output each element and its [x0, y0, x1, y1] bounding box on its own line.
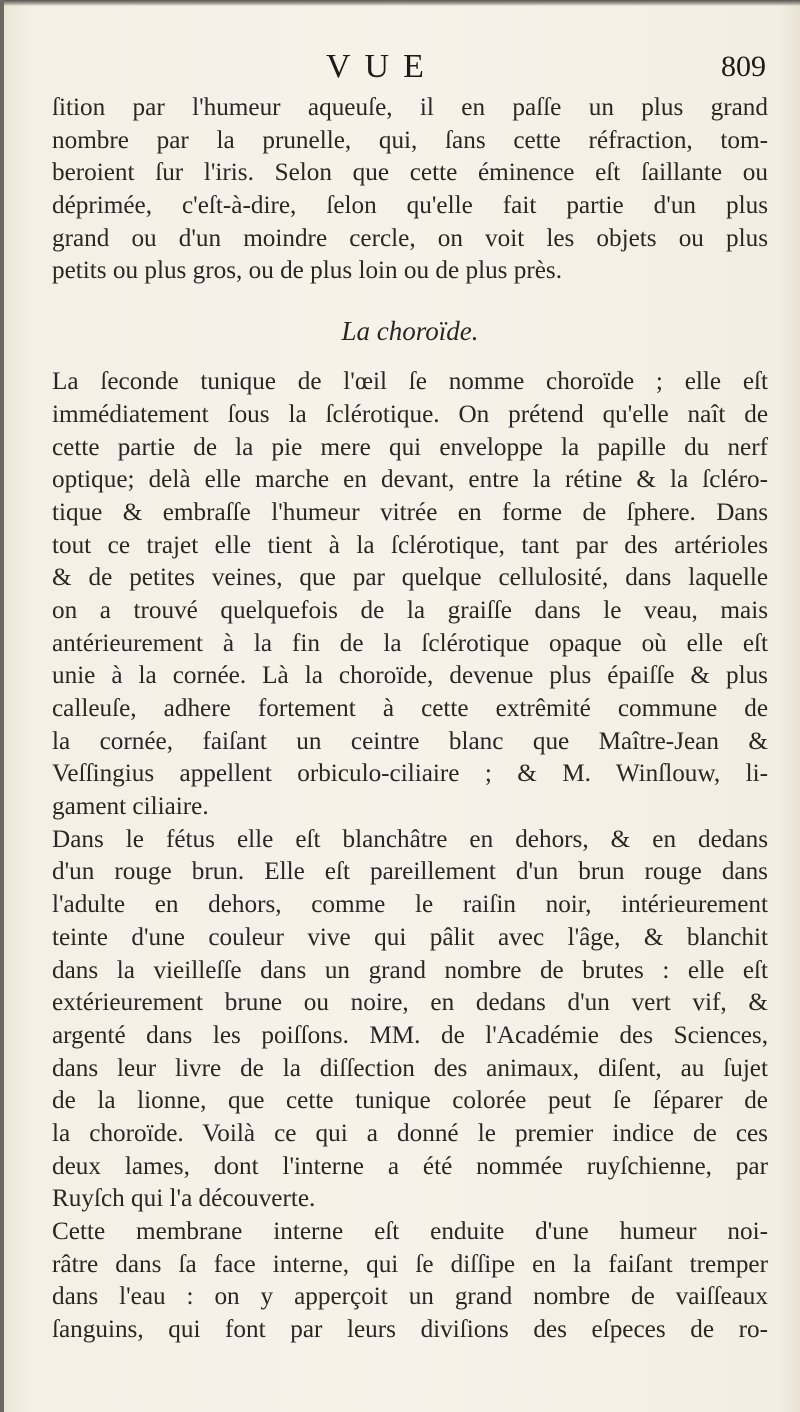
text-line: petits ou plus gros, ou de plus loin ou de plus près. [52, 257, 563, 285]
text-line: l'adulte en dehors, comme le raiſin noir, intérieurement [52, 891, 768, 919]
text-line: Dans le fétus elle eſt blanchâtre en dehors, & en dedans [52, 825, 768, 853]
text-line: on a trouvé quelquefois de la graiſſe dans le veau, mais [52, 596, 768, 624]
text-line: antérieurement à la fin de la ſclérotique opaque où elle eſt [52, 629, 768, 657]
text-line: ſanguins, qui font par leurs diviſions des eſpeces de ro- [52, 1316, 768, 1344]
text-line: la cornée, faiſant un ceintre blanc que Maître-Jean & [52, 727, 768, 755]
text-line: calleuſe, adhere fortement à cette extrêmité commune de [52, 695, 768, 722]
text-line: deux lames, dont l'interne a été nommée ruyſchienne, par [52, 1152, 768, 1180]
text-line: dans leur livre de la diſſection des animaux, diſent, au ſujet [52, 1054, 768, 1082]
text-line: Veſſingius appellent orbiculo-ciliaire ; & M. Winſlouw, li- [52, 760, 768, 788]
paragraph-4 [52, 1216, 768, 1347]
running-head: VUE [326, 48, 438, 85]
text-line: tique & embraſſe l'humeur vitrée en forme de ſphere. Dans [52, 498, 768, 526]
text-line: argenté dans les poiſſons. MM. de l'Académie des Sciences, [52, 1021, 768, 1049]
section-heading: La choroïde. [341, 316, 479, 347]
text-line: immédiatement ſous la ſclérotique. On prétend qu'elle naît de [52, 400, 768, 428]
text-line: d'un rouge brun. Elle eſt pareillement d'un brun rouge dans [52, 858, 768, 886]
paragraph-3 [52, 824, 768, 1216]
text-line: unie à la cornée. Là la choroïde, devenue plus épaiſſe & plus [52, 662, 768, 690]
page-top-edge [0, 0, 800, 6]
page-body [52, 92, 768, 1347]
text-line: ſition par l'humeur aqueuſe, il en paſſe un plus grand [52, 94, 768, 121]
text-line: râtre dans ſa face interne, qui ſe diſſipe en la faiſant tremper [52, 1250, 768, 1278]
text-line: & de petites veines, que par quelque cellulosité, dans laquelle [52, 564, 768, 592]
text-line: optique; delà elle marche en devant, entre la rétine & la ſcléro- [52, 466, 768, 494]
page-left-edge [0, 0, 4, 1412]
text-line: teinte d'une couleur vive qui pâlit avec l'âge, & blanchit [52, 923, 768, 951]
text-line: Cette membrane interne eſt enduite d'une humeur noi- [52, 1218, 768, 1245]
text-line: nombre par la prunelle, qui, ſans cette réfraction, tom- [52, 126, 768, 154]
text-line: dans la vieilleſſe dans un grand nombre de brutes : elle eſt [52, 956, 768, 984]
page-header [0, 48, 800, 88]
text-line: déprimée, c'eſt-à-dire, ſelon qu'elle fait partie d'un plus [52, 192, 768, 220]
paragraph-2 [52, 366, 768, 824]
text-line: tout ce trajet elle tient à la ſclérotique, tant par des artérioles [52, 531, 768, 559]
text-line: La ſeconde tunique de l'œil ſe nomme choroïde ; elle eſt [52, 368, 768, 396]
page-number: 809 [721, 50, 766, 83]
text-line: cette partie de la pie mere qui enveloppe la papille du nerf [52, 433, 768, 461]
text-line: de la lionne, que cette tunique colorée peut ſe ſéparer de [52, 1087, 768, 1115]
text-line: extérieurement brune ou noire, en dedans d'un vert vif, & [52, 989, 768, 1017]
text-line: gament ciliaire. [52, 793, 209, 821]
paragraph-1 [52, 92, 768, 288]
text-line: la choroïde. Voilà ce qui a donné le premier indice de ces [52, 1119, 768, 1147]
text-line: beroient ſur l'iris. Selon que cette éminence eſt ſaillante ou [52, 159, 768, 187]
text-line: Ruyſch qui l'a découverte. [52, 1185, 316, 1213]
text-line: grand ou d'un moindre cercle, on voit les objets ou plus [52, 224, 768, 252]
text-line: dans l'eau : on y apperçoit un grand nombre de vaiſſeaux [52, 1283, 768, 1311]
